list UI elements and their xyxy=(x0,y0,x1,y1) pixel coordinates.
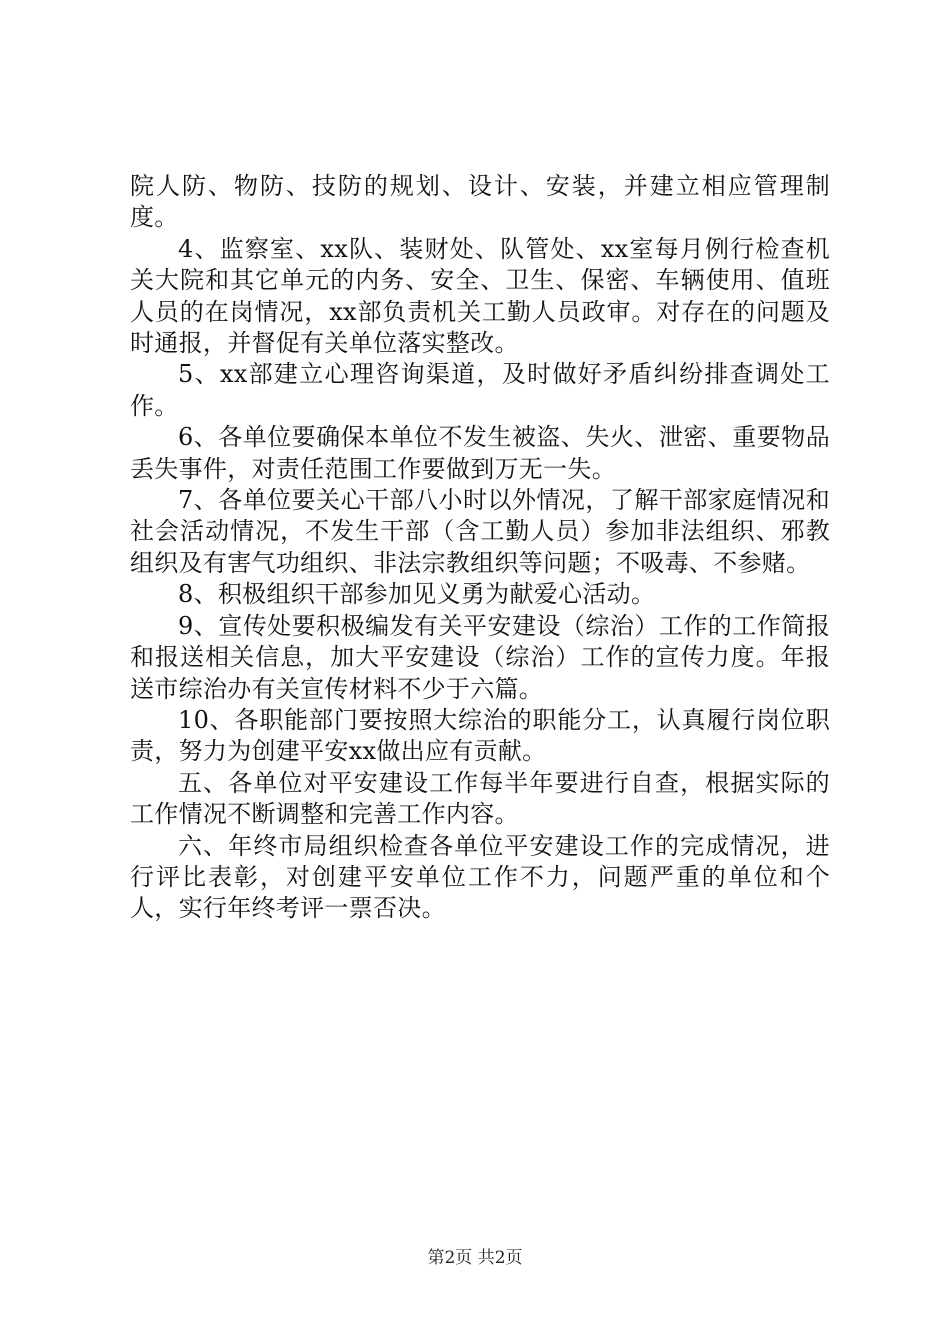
paragraph-item-9: 9、宣传处要积极编发有关平安建设（综治）工作的工作简报和报送相关信息，加大平安建设（综治）工作的宣传力度。年报送市综治办有关宣传材料不少于六篇。 xyxy=(130,611,830,703)
paragraph-item-7: 7、各单位要关心干部八小时以外情况，了解干部家庭情况和社会活动情况，不发生干部（含工勤人员）参加非法组织、邪教组织及有害气功组织、非法宗教组织等问题；不吸毒、不参赌。 xyxy=(130,486,830,577)
paragraph-item-5: 5、xx部建立心理咨询渠道，及时做好矛盾纠纷排查调处工作。 xyxy=(130,360,830,420)
paragraph-section-6: 六、年终市局组织检查各单位平安建设工作的完成情况，进行评比表彰，对创建平安单位工作不力，问题严重的单位和个人，实行年终考评一票否决。 xyxy=(130,831,830,923)
paragraph-continuation: 院人防、物防、技防的规划、设计、安装，并建立相应管理制度。 xyxy=(130,172,830,232)
paragraph-item-4: 4、监察室、xx队、装财处、队管处、xx室每月例行检查机关大院和其它单元的内务、安全、卫生、保密、车辆使用、值班人员的在岗情况，xx部负责机关工勤人员政审。对存在的问题及时通报，并督促有关单位落实整改。 xyxy=(130,234,830,358)
page-number-footer: 第2页 共2页 xyxy=(427,1248,523,1268)
paragraph-item-8: 8、积极组织干部参加见义勇为献爱心活动。 xyxy=(178,580,656,609)
paragraph-section-5: 五、各单位对平安建设工作每半年要进行自查，根据实际的工作情况不断调整和完善工作内容。 xyxy=(130,768,830,829)
paragraph-item-6: 6、各单位要确保本单位不发生被盗、失火、泄密、重要物品丢失事件，对责任范围工作要做到万无一失。 xyxy=(130,423,830,483)
paragraph-item-10: 10、各职能部门要按照大综治的职能分工，认真履行岗位职责，努力为创建平安xx做出应有贡献。 xyxy=(130,705,830,766)
document-body xyxy=(130,171,830,925)
